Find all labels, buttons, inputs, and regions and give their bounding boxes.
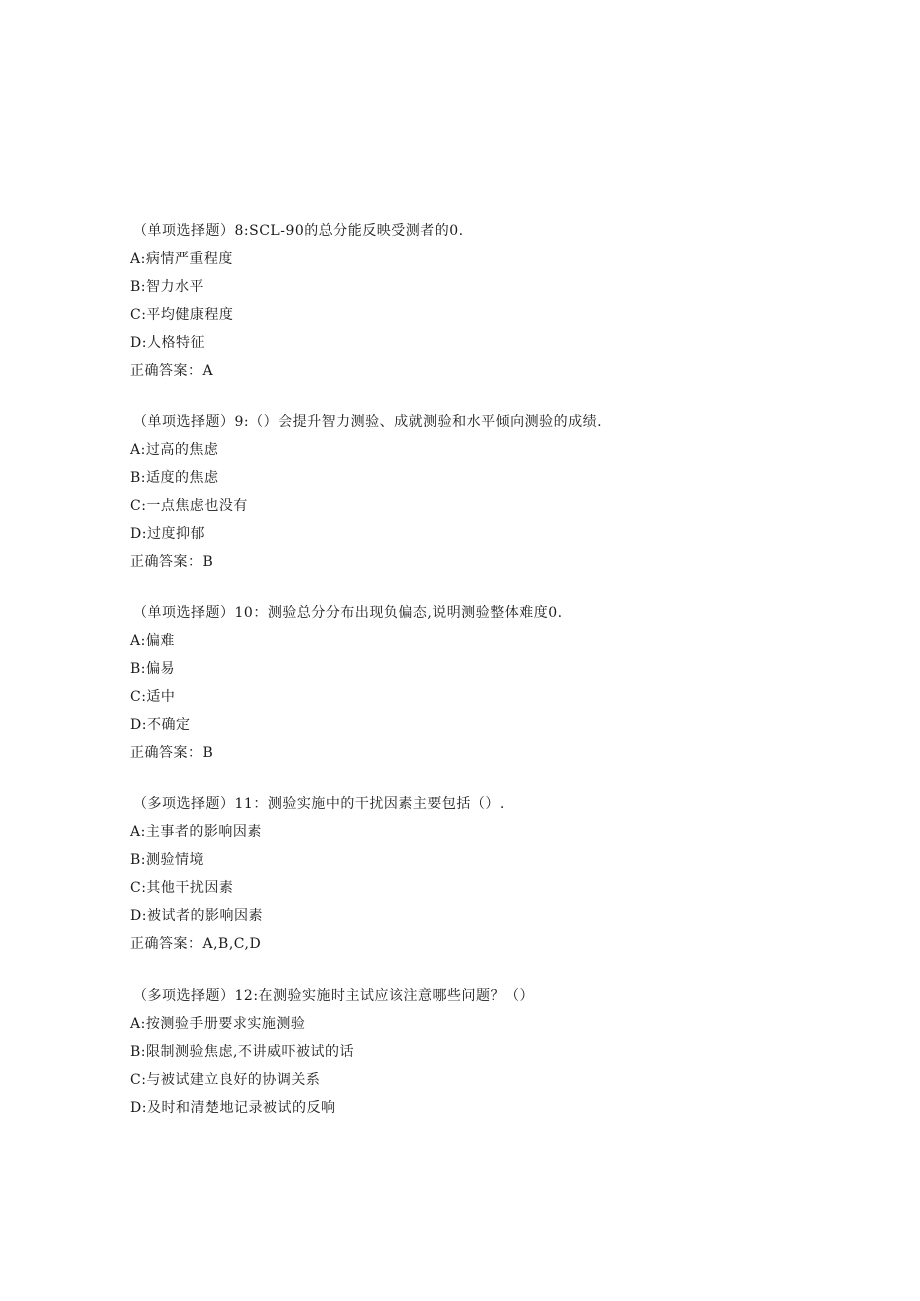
option-d: D:人格特征 — [130, 335, 205, 351]
option-c: C:适中 — [130, 689, 176, 705]
option-a: A:按测验手册要求实施测验 — [130, 1016, 306, 1032]
question-12 — [130, 982, 830, 1122]
question-9 — [130, 408, 830, 576]
question-title: （多项选择题）11：测验实施中的干扰因素主要包括（）. — [133, 796, 505, 812]
option-d: D:不确定 — [130, 717, 191, 733]
correct-answer: 正确答案：A — [130, 363, 214, 379]
option-a: A:偏难 — [130, 633, 175, 649]
option-b: B:适度的焦虑 — [130, 470, 219, 486]
option-d: D:被试者的影响因素 — [130, 908, 263, 924]
option-d: D:过度抑郁 — [130, 526, 205, 542]
option-a: A:病情严重程度 — [130, 251, 233, 267]
question-title: （单项选择题）8:SCL-90的总分能反映受测者的0. — [133, 223, 464, 239]
option-b: B:偏易 — [130, 661, 176, 677]
option-c: C:与被试建立良好的协调关系 — [130, 1072, 321, 1088]
option-b: B:智力水平 — [130, 279, 205, 295]
question-8 — [130, 217, 830, 385]
option-c: C:平均健康程度 — [130, 307, 234, 323]
option-b: B:测验情境 — [130, 852, 205, 868]
option-c: C:其他干扰因素 — [130, 880, 234, 896]
question-title: （单项选择题）10：测验总分分布出现负偏态,说明测验整体难度0. — [133, 605, 563, 621]
correct-answer: 正确答案：B — [130, 745, 214, 761]
question-10 — [130, 599, 830, 767]
correct-answer: 正确答案：A,B,C,D — [130, 936, 262, 952]
correct-answer: 正确答案：B — [130, 554, 214, 570]
question-title: （多项选择题）12:在测验实施时主试应该注意哪些问题？（） — [133, 988, 535, 1004]
question-11 — [130, 790, 830, 958]
question-title: （单项选择题）9:（）会提升智力测验、成就测验和水平倾向测验的成绩. — [133, 414, 603, 430]
option-b: B:限制测验焦虑,不讲威吓被试的话 — [130, 1044, 354, 1060]
option-d: D:及时和清楚地记录被试的反响 — [130, 1100, 336, 1116]
option-a: A:过高的焦虑 — [130, 442, 219, 458]
option-c: C:一点焦虑也没有 — [130, 498, 248, 514]
option-a: A:主事者的影响因素 — [130, 824, 262, 840]
